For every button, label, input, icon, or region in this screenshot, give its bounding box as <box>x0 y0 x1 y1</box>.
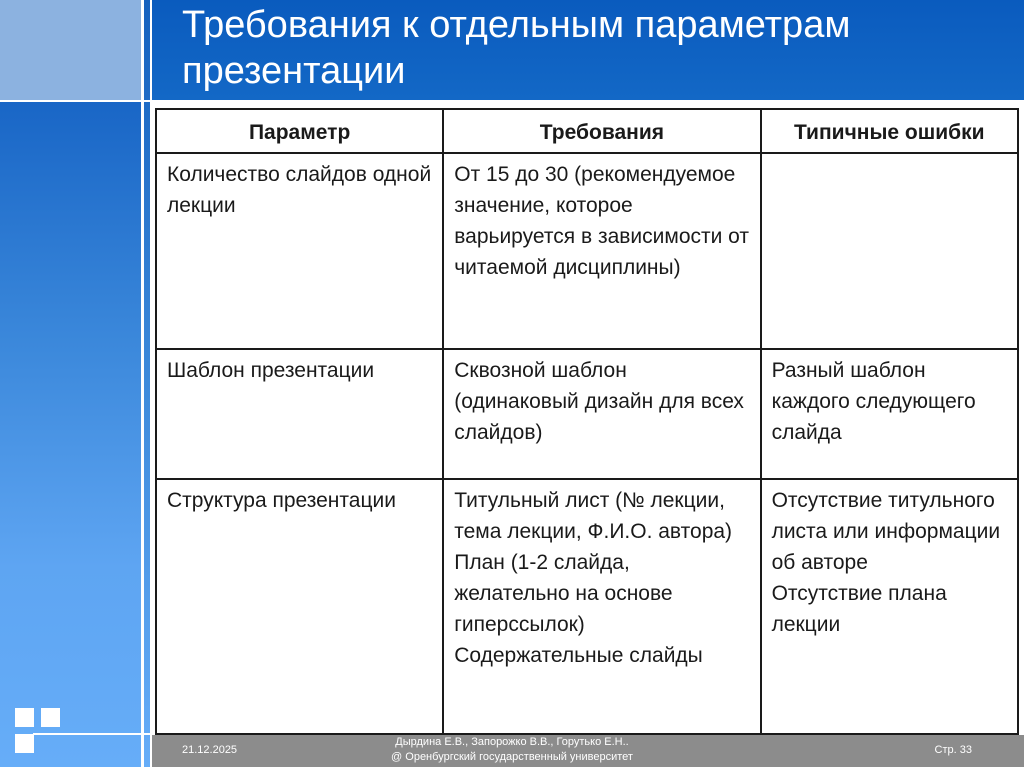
cell-text: Содержательные слайды <box>454 644 703 667</box>
footer-credits <box>352 735 672 765</box>
table-row <box>156 479 1018 734</box>
cell-text: Разный шаблон каждого следующего слайда <box>771 359 976 444</box>
cell-parameter <box>156 479 443 734</box>
cell-text: Количество слайдов одной лекции <box>167 163 432 217</box>
cell-errors <box>761 153 1018 349</box>
table-header-row <box>156 109 1018 153</box>
cell-text: От 15 до 30 (рекомендуемое значение, которое варьируется в зависимости от читаемой дисциплины) <box>454 163 750 279</box>
title-line: Требования к отдельным параметрам <box>182 4 851 46</box>
column-header-parameter: Параметр <box>156 109 443 153</box>
cell-requirements <box>443 479 760 734</box>
footer-organization: @ Оренбургский государственный университет <box>391 751 633 763</box>
footer-authors: Дырдина Е.В., Запорожко В.В., Горутько Е.Н.. <box>395 736 629 748</box>
cell-parameter <box>156 349 443 479</box>
table-row <box>156 153 1018 349</box>
cell-text: Структура презентации <box>167 489 396 512</box>
cell-text: Отсутствие титульного листа или информации об авторе <box>771 489 1001 574</box>
table-row <box>156 349 1018 479</box>
sidebar-top-block <box>0 0 141 100</box>
column-header-requirements: Требования <box>443 109 760 153</box>
cell-text: План (1-2 слайда, желательно на основе гиперссылок) <box>454 551 673 636</box>
slide-title <box>182 2 1012 94</box>
cell-errors <box>761 479 1018 734</box>
title-line: презентации <box>182 50 406 92</box>
cell-errors <box>761 349 1018 479</box>
cell-requirements <box>443 153 760 349</box>
footer-date: 21.12.2025 <box>182 744 238 756</box>
cell-text: Сквозной шаблон (одинаковый дизайн для всех слайдов) <box>454 359 744 444</box>
decorative-square-icon <box>15 734 34 753</box>
slide-footer <box>152 735 1024 767</box>
divider-horizontal <box>33 733 151 735</box>
cell-text: Титульный лист (№ лекции, тема лекции, Ф.И.О. автора) <box>454 489 733 543</box>
sidebar-gradient-panel <box>0 102 141 767</box>
requirements-table <box>155 108 1019 735</box>
decorative-square-icon <box>15 708 34 727</box>
column-header-typical-errors: Типичные ошибки <box>761 109 1018 153</box>
cell-text: Шаблон презентации <box>167 359 375 382</box>
decorative-square-icon <box>41 708 60 727</box>
cell-text: Отсутствие плана лекции <box>771 582 947 636</box>
page-number: Стр. 33 <box>934 744 972 756</box>
cell-parameter <box>156 153 443 349</box>
cell-requirements <box>443 349 760 479</box>
